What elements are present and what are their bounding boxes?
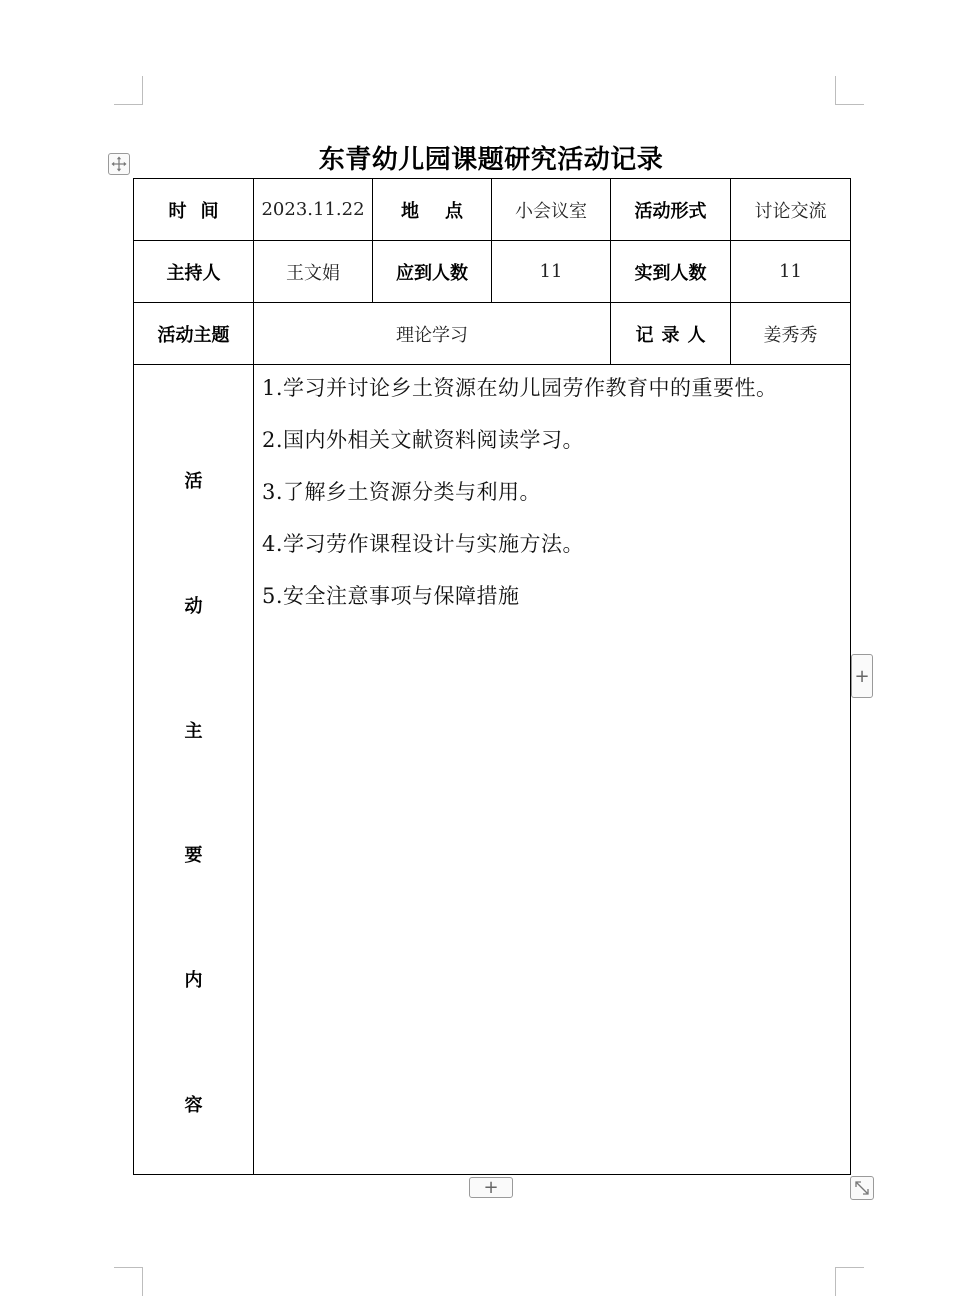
expected-count-label: 应到人数: [373, 241, 492, 303]
table-row: [134, 179, 851, 241]
table-row: [134, 365, 851, 1175]
table-row: [134, 241, 851, 303]
place-label: 地点: [373, 179, 492, 241]
page-corner-top-right: [835, 76, 864, 105]
add-column-button[interactable]: [851, 654, 873, 698]
content-item: 5.安全注意事项与保障措施: [262, 584, 520, 608]
move-icon: [111, 156, 127, 172]
form-label: 活动形式: [611, 179, 731, 241]
form-value[interactable]: 讨论交流: [731, 179, 851, 241]
content-item: 3.了解乡土资源分类与利用。: [262, 480, 542, 504]
content-item: 4.学习劳作课程设计与实施方法。: [262, 532, 585, 556]
page-corner-bottom-right: [835, 1267, 864, 1296]
add-row-button[interactable]: [469, 1177, 513, 1198]
content-label-char: 活: [184, 471, 203, 492]
content-label-char: 内: [184, 970, 203, 992]
theme-label: 活动主题: [134, 303, 254, 365]
host-label: 主持人: [134, 241, 254, 303]
plus-icon: +: [483, 1177, 499, 1198]
content-label-char: 动: [184, 595, 203, 617]
page-corner-bottom-left: [114, 1267, 143, 1296]
content-item: 2.国内外相关文献资料阅读学习。: [262, 428, 585, 452]
expected-count-value[interactable]: 11: [492, 241, 611, 303]
theme-value[interactable]: 理论学习: [254, 303, 611, 365]
time-value[interactable]: 2023.11.22: [254, 179, 373, 241]
actual-count-label: 实到人数: [611, 241, 731, 303]
activity-record-table: [133, 178, 851, 1175]
content-item: 1.学习并讨论乡土资源在幼儿园劳作教育中的重要性。: [262, 376, 778, 400]
table-move-handle[interactable]: [108, 153, 130, 175]
plus-icon: +: [854, 665, 870, 687]
content-label: [134, 467, 253, 1117]
host-value[interactable]: 王文娟: [254, 241, 373, 303]
table-row: [134, 303, 851, 365]
actual-count-value[interactable]: 11: [731, 241, 851, 303]
content-label-char: 容: [184, 1094, 203, 1116]
content-label-cell: [134, 365, 254, 1175]
recorder-label: 记录人: [611, 303, 731, 365]
content-label-char: 要: [184, 845, 203, 867]
document-title: 东青幼儿园课题研究活动记录: [318, 145, 664, 175]
table-resize-handle[interactable]: [850, 1176, 874, 1200]
place-value[interactable]: 小会议室: [492, 179, 611, 241]
time-label: 时间: [134, 179, 254, 241]
recorder-value[interactable]: 姜秀秀: [731, 303, 851, 365]
content-label-char: 主: [184, 720, 203, 742]
content-body-cell[interactable]: [254, 365, 851, 1175]
resize-icon: [854, 1180, 870, 1196]
page-corner-top-left: [114, 76, 143, 105]
